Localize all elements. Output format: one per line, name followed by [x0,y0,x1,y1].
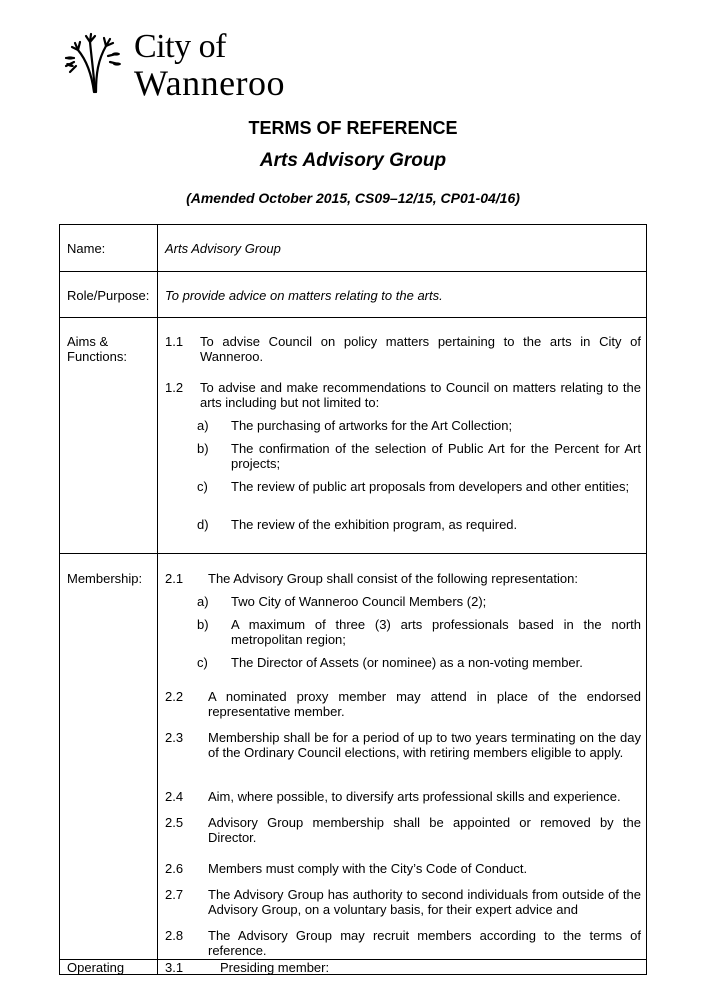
operating-item-num: 3.1 [165,960,184,975]
membership-item-num: 2.3 [165,730,184,745]
row-divider [60,317,646,318]
logo-text-city: City of [134,28,226,65]
aims-subitem-text: The purchasing of artworks for the Art Collection; [231,418,513,433]
membership-subitem-text: Two City of Wanneroo Council Members (2); [231,594,487,609]
aims-subitem-num: a) [197,418,209,433]
membership-item-num: 2.4 [165,789,184,804]
terms-table [59,224,647,975]
role-value: To provide advice on matters relating to the arts. [165,288,443,303]
page-title: TERMS OF REFERENCE [248,118,458,138]
logo-text-wanneroo: Wanneroo [134,63,286,103]
role-label: Role/Purpose: [67,288,150,303]
aims-subitem-num: b) [197,441,209,456]
aims-subitem-text: The confirmation of the selection of Public Art for the Percent for Art projects; [231,441,641,471]
membership-item-num: 2.6 [165,861,184,876]
row-divider [60,959,646,960]
row-divider [60,271,646,272]
membership-item-num: 2.1 [165,571,184,586]
aims-subitem-text: The review of public art proposals from developers and other entities; [231,479,630,494]
membership-item-text: Membership shall be for a period of up to two years terminating on the day of the Ordinary Council elections, with retiring members eligible to apply. [208,730,641,760]
page-subtitle: Arts Advisory Group [259,150,447,171]
column-divider [157,225,158,974]
name-value: Arts Advisory Group [165,241,281,256]
membership-subitem-num: c) [197,655,208,670]
membership-label: Membership: [67,571,143,586]
membership-item-num: 2.5 [165,815,184,830]
aims-label: Aims & Functions: [67,334,127,364]
row-divider [60,553,646,554]
membership-subitem-num: a) [197,594,209,609]
aims-subitem-text: The review of the exhibition program, as required. [231,517,518,532]
amendment-note: (Amended October 2015, CS09–12/15, CP01-04/16) [186,190,520,206]
membership-item-num: 2.2 [165,689,184,704]
name-label: Name: [67,241,106,256]
membership-item-text: Aim, where possible, to diversify arts professional skills and experience. [208,789,621,804]
membership-subitem-num: b) [197,617,209,632]
aims-subitem-num: c) [197,479,208,494]
membership-item-text: Members must comply with the City’s Code of Conduct. [208,861,528,876]
membership-item-text: The Advisory Group shall consist of the following representation: [208,571,578,586]
aims-item-num: 1.1 [165,334,184,349]
membership-item-num: 2.8 [165,928,184,943]
membership-item-text: The Advisory Group may recruit members according to the terms of reference. [208,928,641,958]
membership-item-text: The Advisory Group has authority to second individuals from outside of the Advisory Group, on a voluntary basis, for their expert advice and [208,887,641,917]
membership-item-text: A nominated proxy member may attend in place of the endorsed representative member. [208,689,641,719]
membership-item-text: Advisory Group membership shall be appointed or removed by the Director. [208,815,641,845]
kangaroo-paw-icon [64,32,126,94]
aims-item-text: To advise Council on policy matters pertaining to the arts in City of Wanneroo. [200,334,641,364]
aims-subitem-num: d) [197,517,209,532]
operating-label: Operating [67,960,125,975]
membership-item-num: 2.7 [165,887,184,902]
aims-item-text: To advise and make recommendations to Council on matters relating to the arts including but not limited to: [200,380,641,410]
operating-item-text: Presiding member: [220,960,330,975]
aims-item-num: 1.2 [165,380,184,395]
membership-subitem-text: The Director of Assets (or nominee) as a non-voting member. [231,655,583,670]
city-logo [64,28,324,104]
membership-subitem-text: A maximum of three (3) arts professionals based in the north metropolitan region; [231,617,641,647]
